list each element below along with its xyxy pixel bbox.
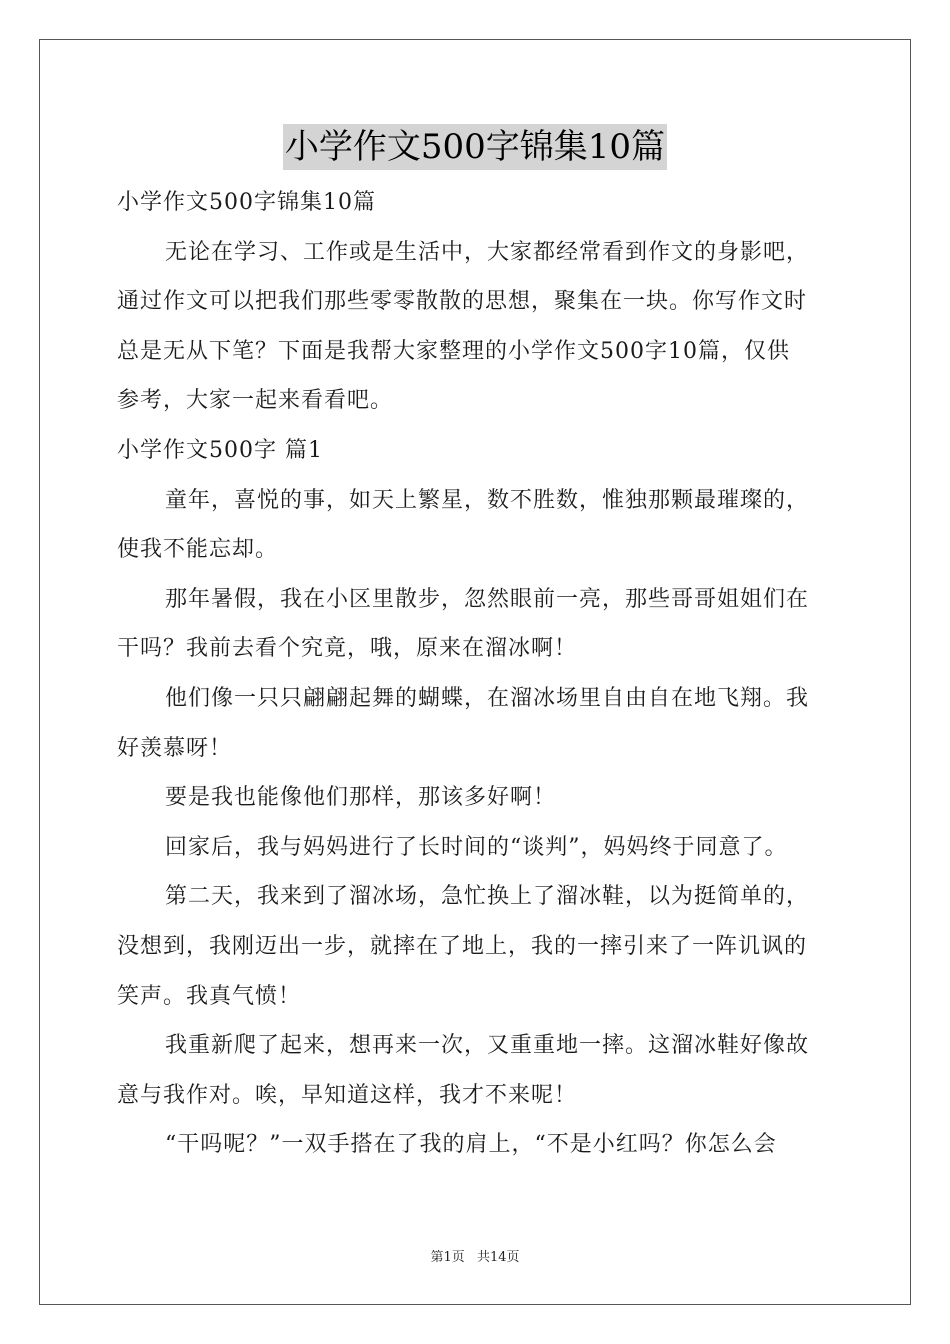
text-line: 无论在学习、工作或是生活中，大家都经常看到作文的身影吧， [165,239,810,265]
text-line: 通过作文可以把我们那些零零散散的思想，聚集在一块。你写作文时 [117,289,808,315]
text-line: 小学作文500字 篇1 [117,437,323,463]
text-line: 干吗？我前去看个究竟，哦，原来在溜冰啊！ [117,636,578,662]
text-line: 意与我作对。唉，早知道这样，我才不来呢！ [117,1082,578,1108]
text-line: 童年，喜悦的事，如天上繁星，数不胜数，惟独那颗最璀璨的， [165,487,810,513]
text-line: 笑声。我真气愤！ [117,983,302,1009]
text-line: 小学作文500字锦集10篇 [117,190,376,215]
text-line: 要是我也能像他们那样，那该多好啊！ [165,785,557,811]
text-line: 使我不能忘却。 [117,537,279,563]
text-line: 总是无从下笔？下面是我帮大家整理的小学作文500字10篇，仅供 [117,338,790,364]
text-line: 好羡慕呀！ [117,735,233,761]
text-line: “干吗呢？”一双手搭在了我的肩上，“不是小红吗？你怎么会 [165,1132,777,1158]
text-line: 他们像一只只翩翩起舞的蝴蝶，在溜冰场里自由自在地飞翔。我 [165,685,810,711]
title-area [0,124,950,170]
page-total: 共14页 [476,1250,520,1265]
page-number: 第1页 [430,1250,465,1265]
text-line: 那年暑假，我在小区里散步，忽然眼前一亮，那些哥哥姐姐们在 [165,586,810,612]
text-line: 参考，大家一起来看看吧。 [117,388,394,414]
page-footer [0,1246,950,1265]
text-line: 我重新爬了起来，想再来一次，又重重地一摔。这溜冰鞋好像故 [165,1033,810,1059]
document-body [117,178,833,1170]
text-line: 回家后，我与妈妈进行了长时间的“谈判”，妈妈终于同意了。 [165,834,788,860]
text-line: 第二天，我来到了溜冰场，急忙换上了溜冰鞋，以为挺简单的， [165,884,810,910]
text-line: 没想到，我刚迈出一步，就摔在了地上，我的一摔引来了一阵讥讽的 [117,933,808,959]
document-title: 小学作文500字锦集10篇 [283,124,667,170]
